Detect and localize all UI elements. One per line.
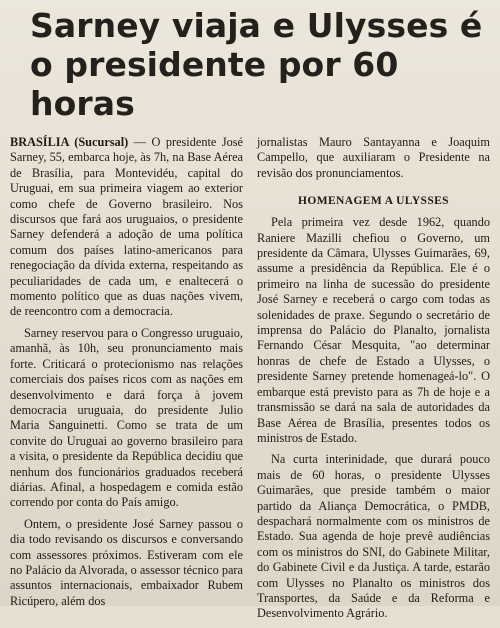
paragraph: Ontem, o presidente José Sarney passou o dia todo revisando os discursos e conversando com assessores próximos. Estiveram com ele no Palácio da Alvorada, o assessor técnico para assuntos internacionais, embaixador Rubem Ricúpero, além dos <box>10 516 243 608</box>
lead-text: — O presidente José Sarney, 55, embarca hoje, às 7h, na Base Aérea de Brasília, para Montevidéu, capital do Uruguai, em sua primeira viagem ao exterior como chefe de Governo brasileiro. Nos discursos que fará aos uruguaios, o presidente Sarney defenderá a adoção de uma política comum dos países latino-americanos para renegociação da dívida externa, respeitando as peculiaridades de cada um, e enaltecerá o momento político que as duas nações vivem, de reencontro com a democracia. <box>10 135 244 319</box>
paragraph: Sarney reservou para o Congresso uruguaio, amanhã, às 10h, seu pronunciamento mais forte. Criticará o protecionismo nas relações comerciais dos países ricos com as nações em desenvolvimento e dará força à jovem democracia uruguaia, do presidente Julio Maria Sanguinetti. Como se trata de um convite do Uruguai ao governo brasileiro para a visita, o presidente da República decidiu que nenhum dos funcionários graduados receberá diárias. Afinal, a hospedagem e comida estão correndo por conta do País amigo. <box>10 325 243 510</box>
column-left <box>10 135 243 628</box>
dateline: BRASÍLIA (Sucursal) <box>10 135 129 149</box>
subheading: HOMENAGEM A ULYSSES <box>298 195 449 208</box>
paragraph-continuation: jornalistas Mauro Santayanna e Joaquim Campello, que auxiliaram o Presidente na revisão dos pronunciamentos. <box>257 135 490 180</box>
article-body <box>10 135 490 628</box>
column-right <box>257 135 490 628</box>
lead-paragraph <box>10 135 243 320</box>
headline: Sarney viaja e Ulysses é o presidente por 60 horas <box>30 6 483 123</box>
paragraph: Na curta interinidade, que durará pouco mais de 60 horas, o presidente Ulysses Guimarães, que preside também o maior partido da Aliança Democrática, o PMDB, despachará normalmente com os ministros de Estado. Sua agenda de hoje prevê audiências com os ministros do SNI, do Gabinete Militar, do Gabinete Civil e da Justiça. A tarde, estarão com Ulysses no Planalto os ministros dos Transportes, da Saúde e da Reforma e Desenvolvimento Agrário. <box>257 452 490 621</box>
paragraph: Pela primeira vez desde 1962, quando Raniere Mazilli chefiou o Governo, um presidente da Câmara, Ulysses Guimarães, 69, assume a presidência da República. Ele é o primeiro na linha de sucessão do presidente José Sarney e receberá o cargo com todas as solenidades de praxe. Segundo o secretário de imprensa do Palácio do Planalto, jornalista Fernando César Mesquita, "ao determinar honras de chefe de Estado a Ulysses, o presidente Sarney pretende homenageá-lo". O embarque está previsto para as 7h de hoje e a transmissão se dará na sala de autoridades da Base Aérea de Brasília, presentes todos os ministros de Estado. <box>257 215 490 445</box>
